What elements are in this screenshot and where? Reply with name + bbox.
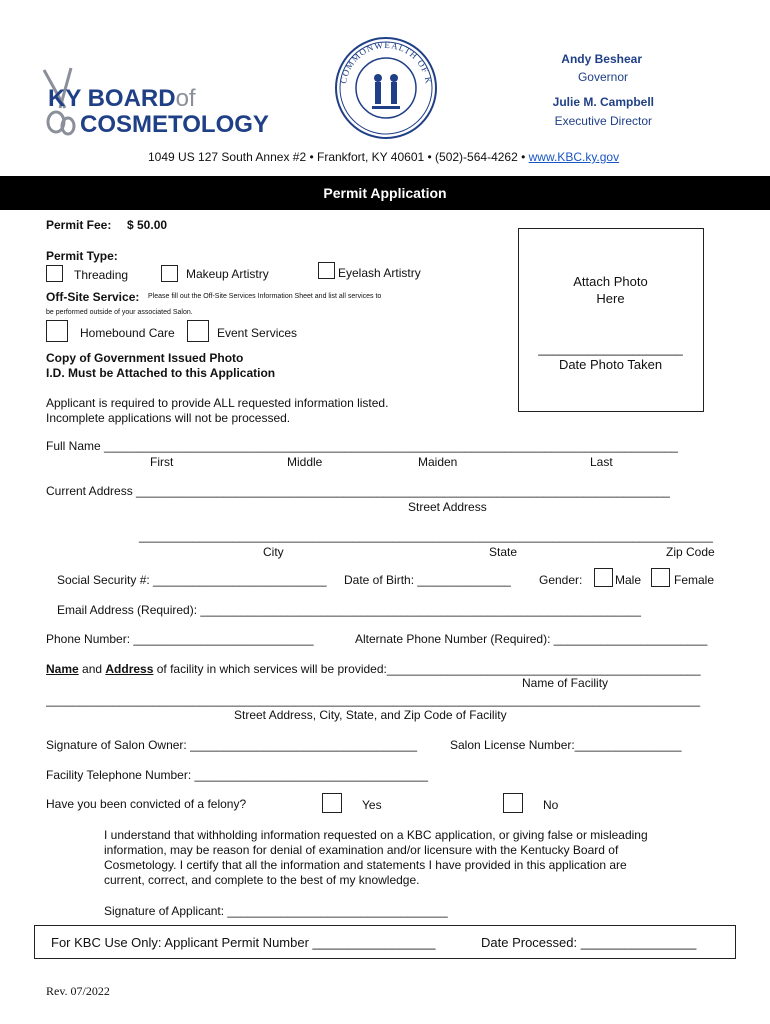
caption-maiden: Maiden bbox=[418, 455, 458, 469]
felony-no-label: No bbox=[543, 798, 559, 812]
makeup-artistry-label: Makeup Artistry bbox=[186, 267, 269, 281]
photo-box[interactable] bbox=[518, 228, 704, 412]
eyelash-artistry-checkbox[interactable] bbox=[318, 262, 335, 279]
caption-facility-name: Name of Facility bbox=[522, 676, 609, 690]
offsite-note-line1: Please fill out the Off-Site Services Information Sheet and list all services to bbox=[148, 293, 382, 300]
governor-title: Governor bbox=[577, 70, 628, 84]
ky-board-logo bbox=[38, 64, 278, 144]
gender-male-checkbox[interactable] bbox=[594, 568, 613, 587]
full-name-field[interactable]: Full Name ______________________________________________________________________________________ bbox=[46, 439, 678, 453]
facility-name-word: Name bbox=[46, 662, 79, 676]
facility-and-word: and bbox=[78, 662, 106, 676]
homebound-care-label: Homebound Care bbox=[80, 326, 175, 340]
logo-cosmetology: COSMETOLOGY bbox=[80, 111, 269, 138]
logo-board: BOARD bbox=[87, 85, 176, 112]
statement-line3: Cosmetology. I certify that all the information and statements I have provided in this application are bbox=[104, 858, 627, 872]
phone-field[interactable]: Phone Number: ___________________________ bbox=[46, 632, 314, 646]
gov-id-line2: I.D. Must be Attached to this Application bbox=[46, 366, 276, 380]
makeup-artistry-checkbox[interactable] bbox=[161, 265, 178, 282]
kentucky-seal bbox=[334, 36, 438, 140]
attach-photo-line1: Attach Photo bbox=[573, 274, 648, 289]
felony-yes-checkbox[interactable] bbox=[322, 793, 342, 813]
felony-question: Have you been convicted of a felony? bbox=[46, 797, 247, 811]
owner-signature-field[interactable]: Signature of Salon Owner: __________________________________ bbox=[46, 738, 417, 752]
instructions-line2: Incomplete applications will not be processed. bbox=[46, 411, 291, 425]
page-title: Permit Application bbox=[323, 185, 447, 201]
caption-first: First bbox=[150, 455, 174, 469]
caption-city: City bbox=[263, 545, 284, 559]
caption-state: State bbox=[489, 545, 518, 559]
eyelash-artistry-label: Eyelash Artistry bbox=[338, 266, 421, 280]
salon-license-field[interactable] bbox=[450, 738, 682, 752]
attach-photo-line2: Here bbox=[596, 291, 625, 306]
caption-zip: Zip Code bbox=[666, 545, 715, 559]
facility-address-word: Address bbox=[105, 662, 154, 676]
threading-checkbox[interactable] bbox=[46, 265, 63, 282]
caption-facility-address: Street Address, City, State, and Zip Code of Facility bbox=[234, 708, 507, 722]
gender-female-checkbox[interactable] bbox=[651, 568, 670, 587]
permit-fee-value: $ 50.00 bbox=[127, 218, 168, 232]
contact-info: 1049 US 127 South Annex #2 • Frankfort, KY 40601 • (502)-564-4262 • bbox=[148, 150, 526, 164]
photo-date-line: ____________________ bbox=[538, 341, 683, 356]
office-use-box bbox=[34, 925, 736, 959]
logo-of: of bbox=[175, 85, 196, 112]
statement-line2: information, may be reason for denial of examination and/or licensure with the Kentucky Board of bbox=[104, 843, 619, 857]
website-link[interactable]: www.KBC.ky.gov bbox=[528, 150, 620, 164]
event-services-checkbox[interactable] bbox=[187, 320, 209, 342]
facility-name-address-field[interactable] bbox=[46, 662, 701, 676]
felony-no-checkbox[interactable] bbox=[503, 793, 523, 813]
facility-rest: of facility in which services will be provided:_______________________________________________ bbox=[153, 662, 701, 676]
director-title: Executive Director bbox=[554, 114, 652, 128]
gender-label: Gender: bbox=[539, 573, 583, 587]
caption-street-address: Street Address bbox=[408, 500, 487, 514]
address-line2-field[interactable]: ______________________________________________________________________________________ bbox=[139, 529, 713, 543]
certification-statement bbox=[104, 828, 684, 888]
permit-type-label: Permit Type: bbox=[46, 249, 118, 263]
permit-number-field[interactable]: For KBC Use Only: Applicant Permit Number _________________ bbox=[51, 935, 436, 950]
offsite-service-label: Off-Site Service: bbox=[46, 290, 140, 304]
homebound-care-checkbox[interactable] bbox=[46, 320, 68, 342]
event-services-label: Event Services bbox=[217, 326, 298, 340]
gender-female-label: Female bbox=[674, 573, 715, 587]
revision-label: Rev. 07/2022 bbox=[46, 984, 110, 998]
caption-middle: Middle bbox=[287, 455, 323, 469]
dob-field[interactable]: Date of Birth: ______________ bbox=[344, 573, 511, 587]
statement-line1: I understand that withholding information requested on a KBC application, or giving false or misleading bbox=[104, 828, 648, 842]
caption-last: Last bbox=[590, 455, 613, 469]
offsite-note-line2: be performed outside of your associated Salon. bbox=[46, 309, 193, 316]
current-address-field[interactable]: Current Address ________________________________________________________________________________ bbox=[46, 484, 670, 498]
facility-address-line[interactable]: __________________________________________________________________________________________________ bbox=[46, 693, 701, 707]
logo-ky: KY bbox=[48, 85, 88, 112]
svg-text:COMMONWEALTH OF KENTUCKY: COMMONWEALTH OF K bbox=[338, 39, 434, 86]
gov-id-line1: Copy of Government Issued Photo bbox=[46, 351, 244, 365]
date-processed-field[interactable]: Date Processed: ________________ bbox=[481, 935, 697, 950]
facility-phone-field[interactable]: Facility Telephone Number: ___________________________________ bbox=[46, 768, 429, 782]
director-name: Julie M. Campbell bbox=[552, 95, 654, 109]
ssn-field[interactable]: Social Security #: __________________________ bbox=[57, 573, 327, 587]
instructions-line1: Applicant is required to provide ALL requested information listed. bbox=[46, 396, 389, 410]
gender-male-label: Male bbox=[615, 573, 642, 587]
alt-phone-field[interactable]: Alternate Phone Number (Required): _______________________ bbox=[355, 632, 708, 646]
photo-date-label: Date Photo Taken bbox=[558, 357, 663, 372]
title-bar bbox=[0, 176, 770, 210]
seal-icon bbox=[334, 36, 438, 140]
address-line bbox=[148, 150, 619, 164]
felony-yes-label: Yes bbox=[362, 798, 382, 812]
statement-line4: current, correct, and complete to the best of my knowledge. bbox=[104, 873, 420, 887]
applicant-signature-field[interactable]: Signature of Applicant: _________________________________ bbox=[104, 904, 448, 918]
permit-fee-label: Permit Fee: bbox=[46, 218, 112, 232]
salon-license-blank: _____________ bbox=[594, 738, 682, 752]
email-field[interactable]: Email Address (Required): __________________________________________________________________ bbox=[57, 603, 641, 617]
salon-license-label: Salon License Number:___ bbox=[450, 738, 595, 752]
governor-name: Andy Beshear bbox=[561, 52, 642, 66]
threading-label: Threading bbox=[74, 268, 129, 282]
